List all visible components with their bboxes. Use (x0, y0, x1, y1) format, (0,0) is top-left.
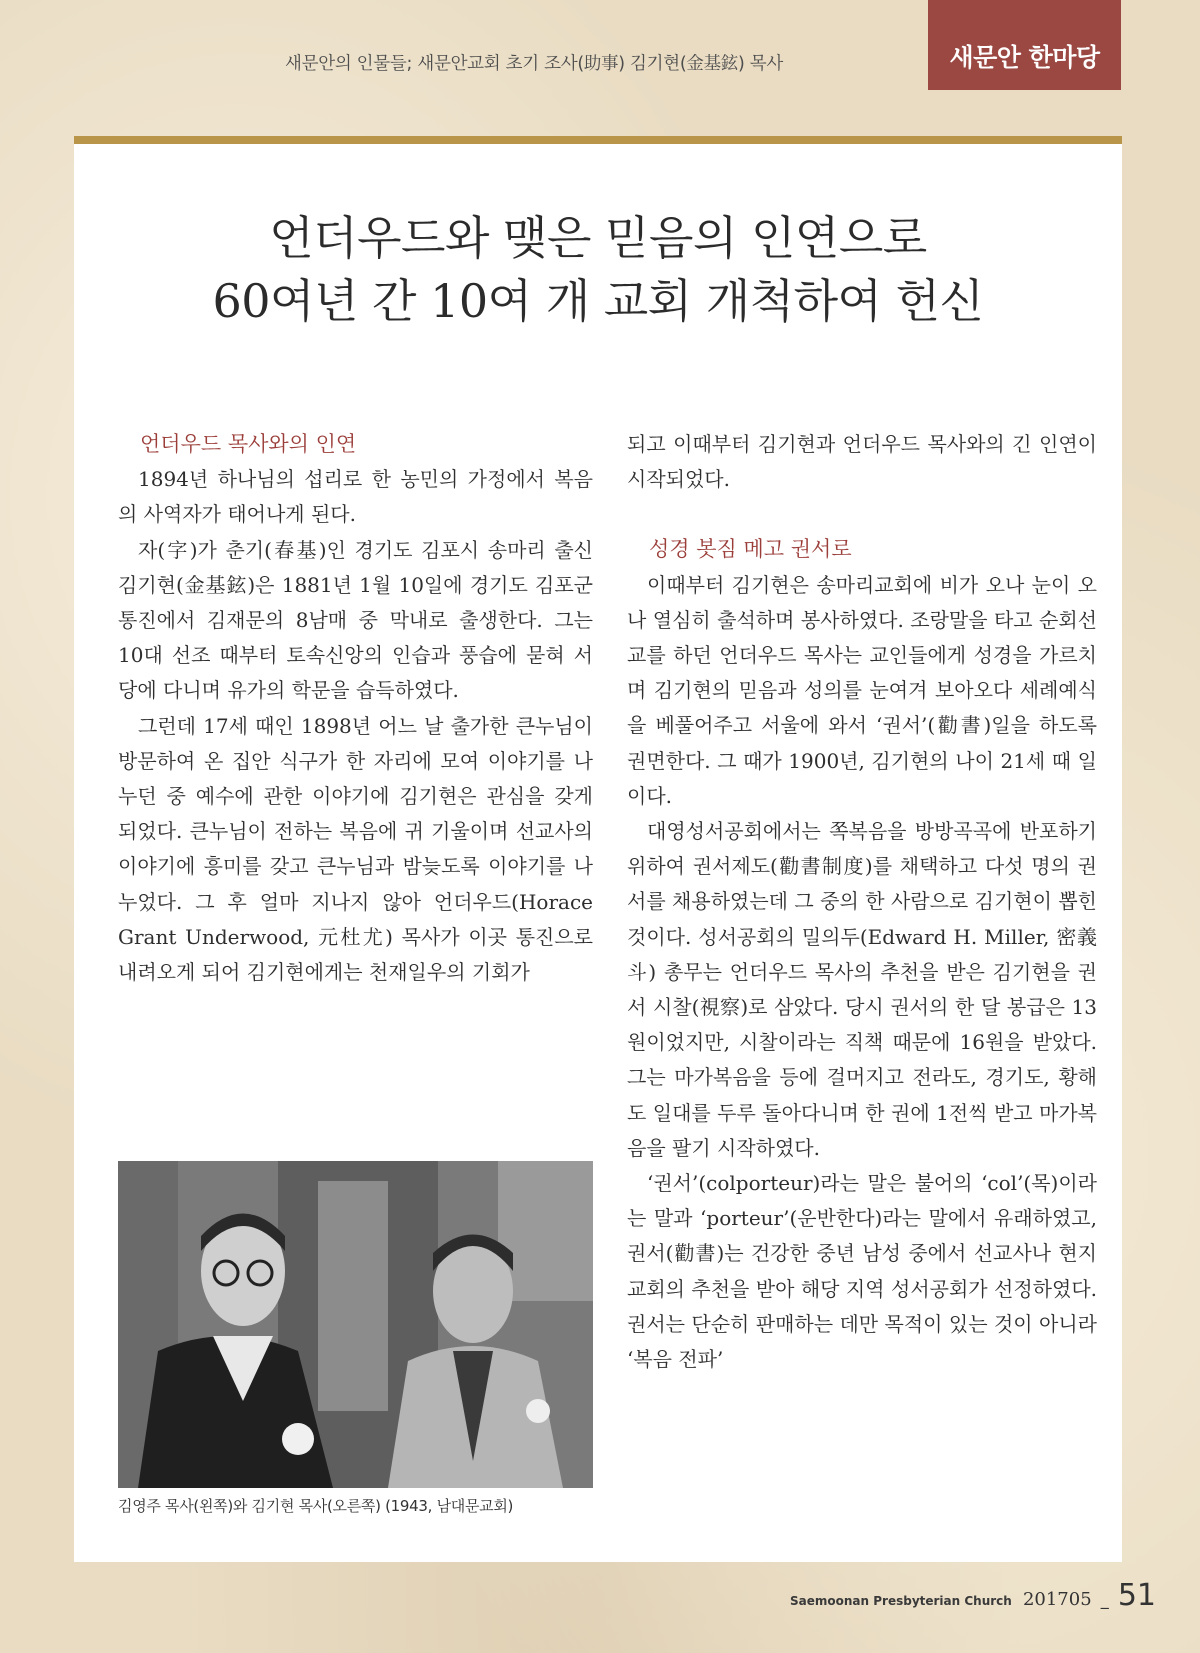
paragraph-continuation: 되고 이때부터 김기현과 언더우드 목사와의 긴 인연이 시작되었다. (627, 432, 1097, 492)
paragraph: 자(字)가 춘기(春基)인 경기도 김포시 송마리 출신 김기현(金基鉉)은 1881년 1월 10일에 경기도 김포군 통진에서 김재문의 8남매 중 막내로 출생한다. 그는 10대 선조 때부터 토속신앙의 인습과 풍습에 묻혀 서당에 다니며 유가의 학문을 습득하였다. (118, 537, 593, 703)
paragraph: 그런데 17세 때인 1898년 어느 날 출가한 큰누님이 방문하여 온 집안 식구가 한 자리에 모여 이야기를 나누던 중 예수에 관한 이야기에 김기현은 관심을 갖게 되었다. 큰누님이 전하는 복음에 귀 기울이며 선교사의 이야기에 흥미를 갖고 큰누님과 밤늦도록 이야기를 나누었다. 그 후 얼마 지나지 않아 언더우드(Horace Grant Underwood, 元杜尤) 목사가 이곳 통진으로 내려오게 되어 김기현에게는 천재일우의 기회가 (118, 713, 593, 985)
paragraph: 대영성서공회에서는 쪽복음을 방방곡곡에 반포하기 위하여 권서제도(勸書制度)를 채택하고 다섯 명의 권서를 채용하였는데 그 중의 한 사람으로 김기현이 뽑힌 것이다. 성서공회의 밀의두(Edward H. Miller, 密義斗) 총무는 언더우드 목사의 추천을 받은 김기현을 권서 시찰(視察)로 삼았다. 당시 권서의 한 달 봉급은 13원이었지만, 시찰이라는 직책 때문에 16원을 받았다. 그는 마가복음을 등에 걸머지고 전라도, 경기도, 황해도 일대를 두루 돌아다니며 한 권에 1전씩 받고 마가복음을 팔기 시작하였다. (627, 819, 1097, 1160)
left-column (118, 427, 593, 990)
right-column (627, 427, 1097, 1377)
headline-line-1: 언더우드와 맺은 믿음의 인연으로 (269, 211, 927, 265)
headline-line-2: 60여년 간 10여 개 교회 개척하여 헌신 (212, 274, 984, 329)
page-footer (790, 1578, 1157, 1613)
church-name: Saemoonan Presbyterian Church (790, 1594, 1012, 1608)
issue-number: 201705 (1022, 1589, 1092, 1610)
article-headline (74, 207, 1122, 333)
subhead-underwood: 언더우드 목사와의 인연 (140, 432, 357, 456)
footer-separator: _ (1100, 1590, 1109, 1609)
subhead-colporteur: 성경 봇짐 메고 권서로 (649, 537, 852, 562)
header-divider (74, 136, 1122, 144)
paragraph: 1894년 하나님의 섭리로 한 농민의 가정에서 복음의 사역자가 태어나게 된다. (118, 467, 593, 527)
running-header: 새문안의 인물들; 새문안교회 초기 조사(助事) 김기현(金基鉉) 목사 (285, 54, 783, 74)
photo-caption: 김영주 목사(왼쪽)와 김기현 목사(오른쪽) (1943, 남대문교회) (118, 1497, 514, 1515)
paragraph: ‘권서’(colporteur)라는 말은 불어의 ‘col’(목)이라는 말과 ‘porteur’(운반한다)라는 말에서 유래하였고, 권서(勸書)는 건강한 중년 남성 중에서 선교사나 현지 교회의 추천을 받아 해당 지역 성서공회가 선정하였다. 권서는 단순히 판매하는 데만 목적이 있는 것이 아니라 ‘복음 전파’ (627, 1171, 1097, 1372)
photo-illustration (118, 1161, 593, 1488)
paragraph: 이때부터 김기현은 송마리교회에 비가 오나 눈이 오나 열심히 출석하며 봉사하였다. 조랑말을 타고 순회선교를 하던 언더우드 목사는 교인들에게 성경을 가르치며 김기현의 믿음과 성의를 눈여겨 보아오다 세례예식을 베풀어주고 서울에 와서 ‘권서’(勸書)일을 하도록 권면한다. 그 때가 1900년, 김기현의 나이 21세 때 일이다. (627, 572, 1097, 808)
historical-photo (118, 1161, 593, 1488)
section-tag: 새문안 한마당 (928, 0, 1121, 90)
section-gap (627, 497, 1097, 532)
page-number: 51 (1117, 1578, 1157, 1613)
